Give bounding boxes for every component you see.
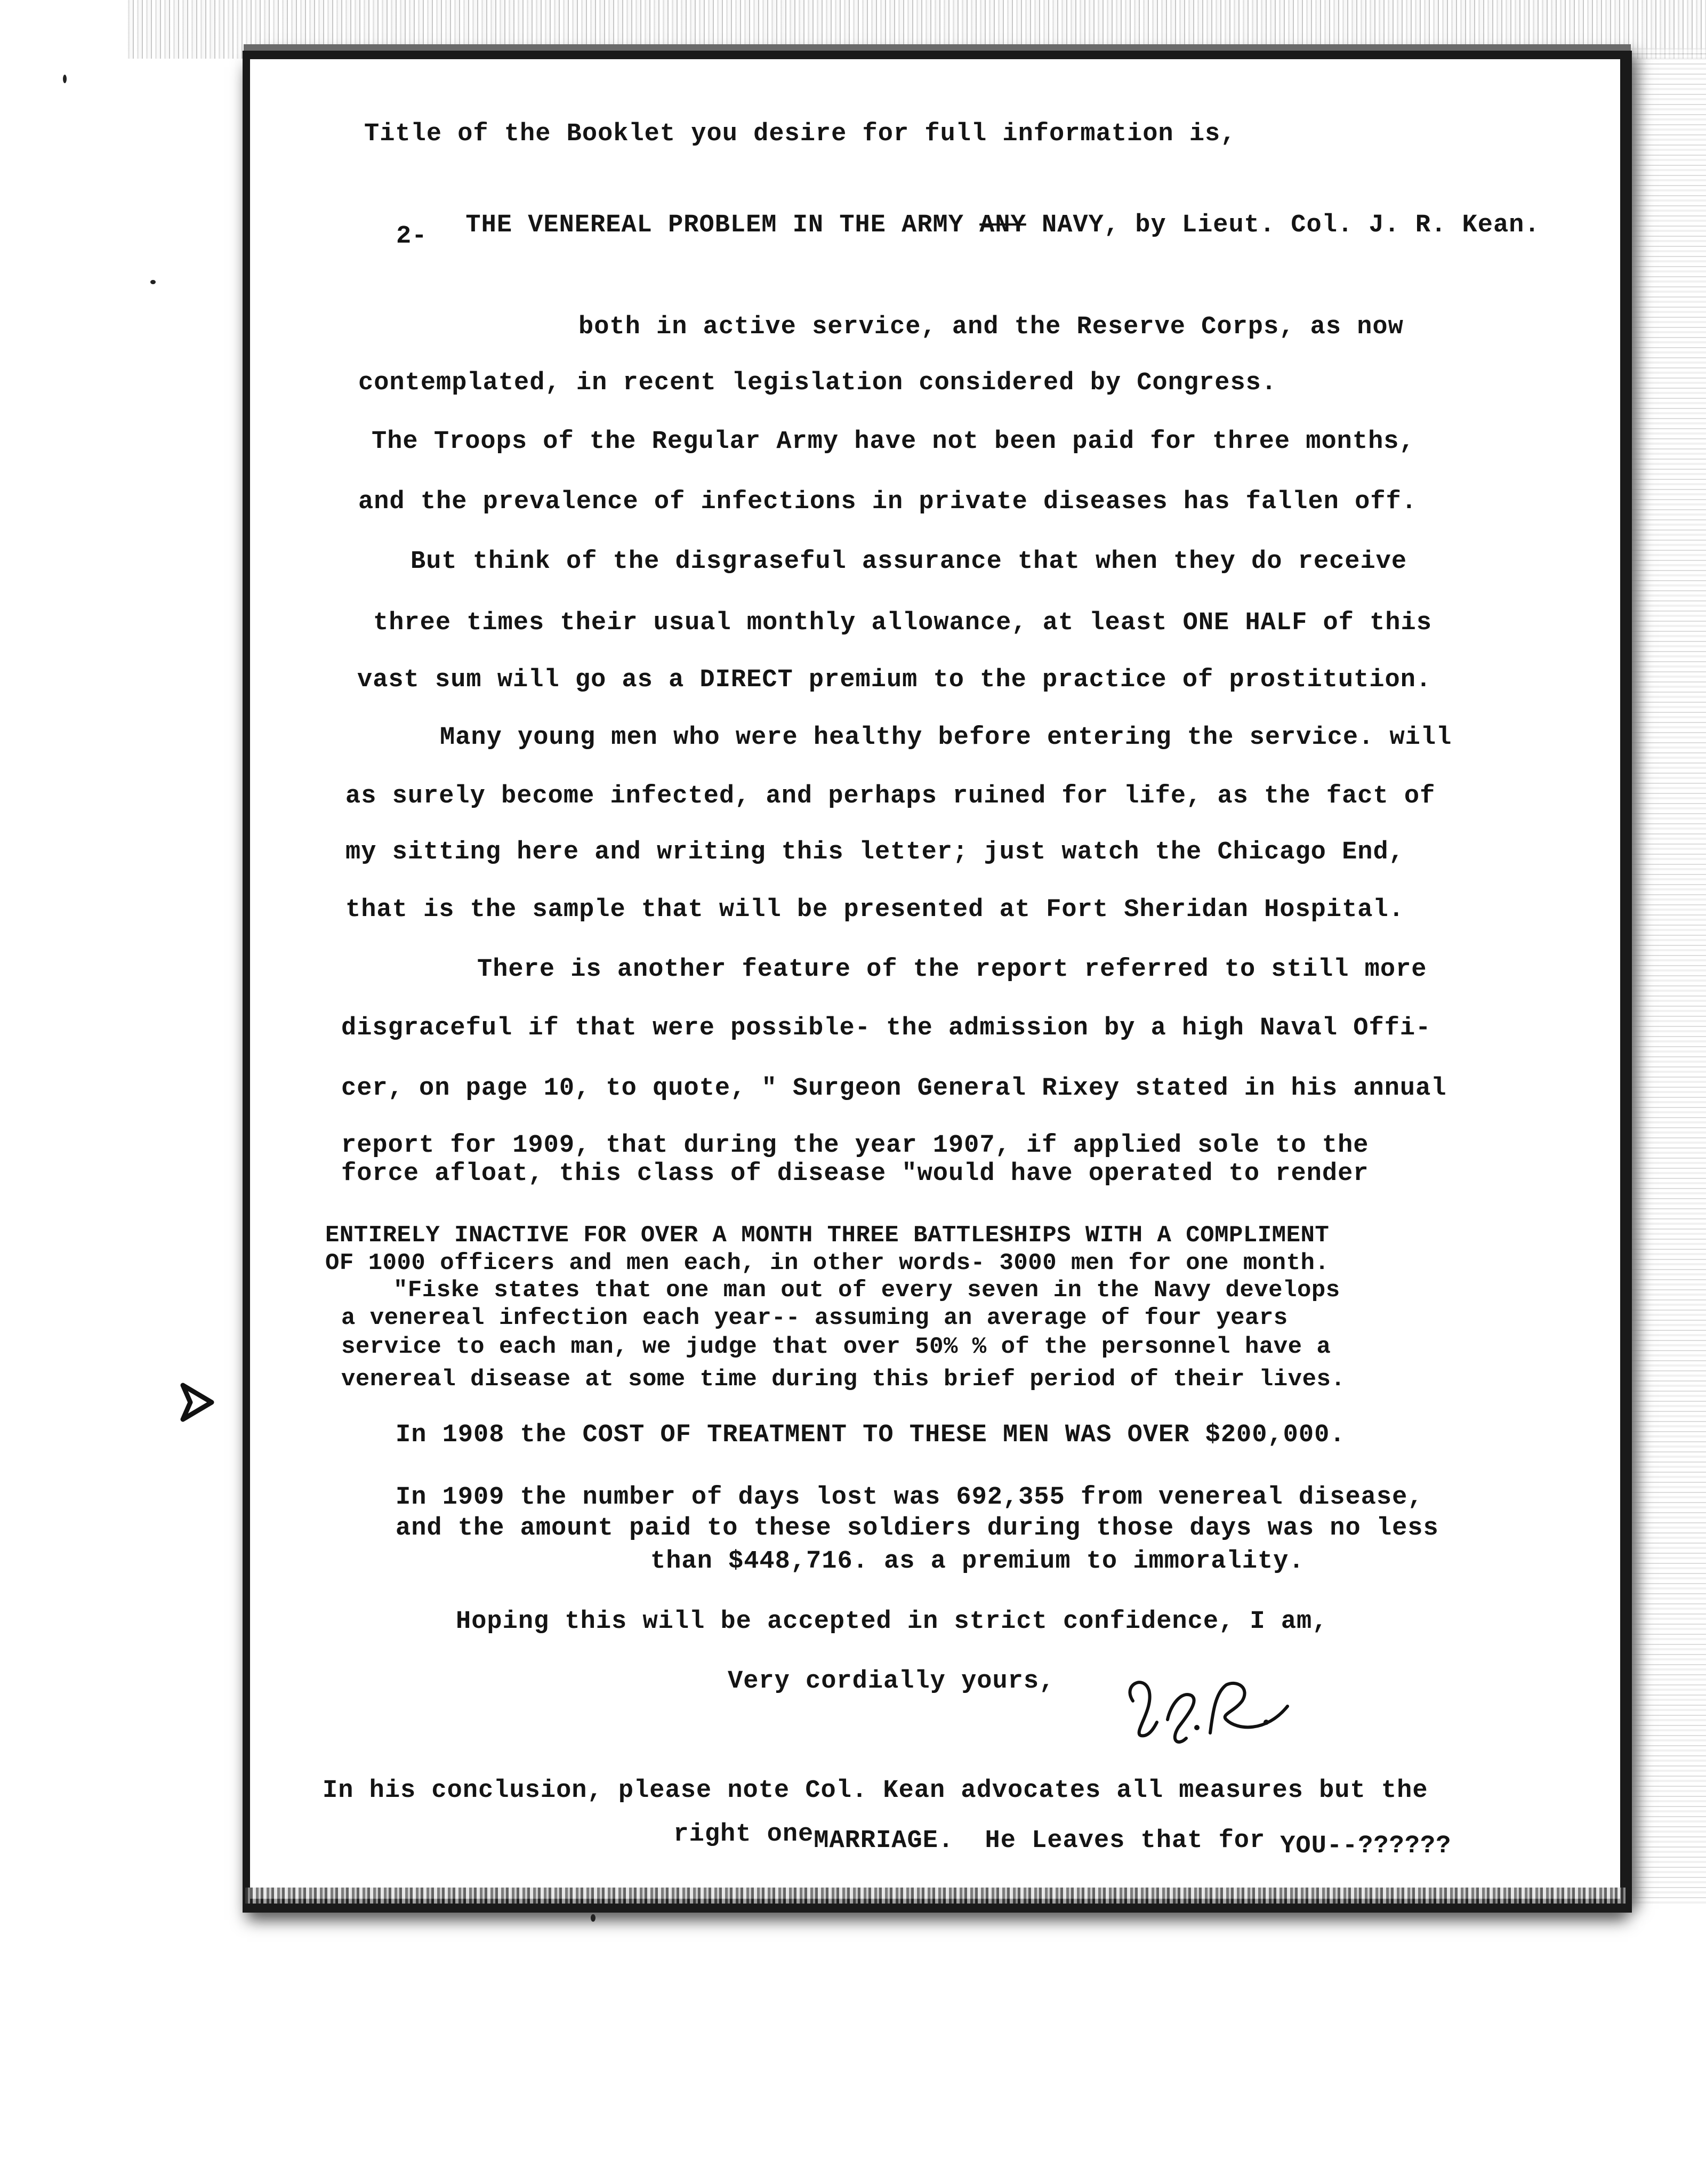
body-line: cer, on page 10, to quote, " Surgeon General Rixey stated in his annual	[341, 1074, 1447, 1103]
body-line: that is the sample that will be presented at Fort Sheridan Hospital.	[345, 896, 1404, 924]
body-line: There is another feature of the report referred to still more	[477, 956, 1427, 984]
booklet-intro-line: Title of the Booklet you desire for full information is,	[364, 120, 1236, 148]
body-line: three times their usual monthly allowance, at least ONE HALF of this	[373, 609, 1432, 637]
body-line: Many young men who were healthy before entering the service. will	[440, 724, 1452, 752]
valediction: Very cordially yours,	[728, 1667, 1055, 1696]
postscript-line-2	[642, 1797, 1452, 1860]
postscript-you: YOU--??????	[1280, 1832, 1452, 1860]
page-number: 2-	[396, 222, 428, 251]
body-line: both in active service, and the Reserve Corps, as now	[578, 313, 1404, 341]
body-line: and the prevalence of infections in private diseases has fallen off.	[358, 488, 1417, 516]
scan-speck	[591, 1914, 596, 1922]
postscript-marriage: MARRIAGE. He Leaves that for	[814, 1827, 1266, 1855]
body-line: force afloat, this class of disease "would have operated to render	[341, 1160, 1369, 1188]
body-line: as surely become infected, and perhaps ruined for life, as the fact of	[345, 782, 1436, 810]
scan-speck	[63, 75, 67, 83]
body-line: "Fiske states that one man out of every seven in the Navy develops	[393, 1277, 1340, 1304]
scan-edge-bottom	[245, 1888, 1626, 1904]
booklet-title-end: NAVY, by Lieut. Col. J. R. Kean.	[1026, 211, 1540, 239]
body-line: ENTIRELY INACTIVE FOR OVER A MONTH THREE BATTLESHIPS WITH A COMPLIMENT	[325, 1222, 1330, 1249]
body-line: a venereal infection each year-- assuming an average of four years	[341, 1305, 1288, 1331]
handwritten-signature	[1112, 1669, 1303, 1749]
scan-edge-right	[1621, 48, 1706, 1904]
closing-line: Hoping this will be accepted in strict confidence, I am,	[456, 1608, 1328, 1636]
body-line: In 1909 the number of days lost was 692,355 from venereal disease,	[396, 1483, 1423, 1512]
body-line: service to each man, we judge that over 50% % of the personnel have a	[341, 1334, 1331, 1360]
body-line: venereal disease at some time during this brief period of their lives.	[341, 1366, 1346, 1393]
body-line: The Troops of the Regular Army have not been paid for three months,	[372, 428, 1415, 456]
body-line: contemplated, in recent legislation considered by Congress.	[358, 369, 1277, 397]
body-line: and the amount paid to these soldiers during those days was no less	[396, 1514, 1439, 1543]
body-line: In 1908 the COST OF TREATMENT TO THESE MEN WAS OVER $200,000.	[396, 1421, 1346, 1449]
body-line: than $448,716. as a premium to immorality.	[650, 1547, 1305, 1576]
scan-edge-top	[128, 0, 1706, 59]
body-line: report for 1909, that during the year 1907, if applied sole to the	[341, 1131, 1369, 1160]
body-line: my sitting here and writing this letter; just watch the Chicago End,	[345, 838, 1404, 866]
booklet-title-struck-word: ANY	[979, 211, 1026, 239]
booklet-title-start: THE VENEREAL PROBLEM IN THE ARMY	[465, 211, 980, 239]
body-line: But think of the disgraseful assurance that when they do receive	[411, 548, 1407, 576]
body-line: vast sum will go as a DIRECT premium to the practice of prostitution.	[357, 666, 1432, 694]
body-line: disgraceful if that were possible- the admission by a high Naval Offi-	[341, 1014, 1431, 1042]
body-line: OF 1000 officers and men each, in other words- 3000 men for one month.	[325, 1250, 1330, 1276]
booklet-title-line	[434, 188, 1540, 238]
scan-speck	[150, 280, 156, 284]
postscript-right-one: right one	[673, 1820, 814, 1849]
binder-clip-mark	[179, 1381, 216, 1424]
postscript-line: In his conclusion, please note Col. Kean advocates all measures but the	[323, 1777, 1428, 1805]
